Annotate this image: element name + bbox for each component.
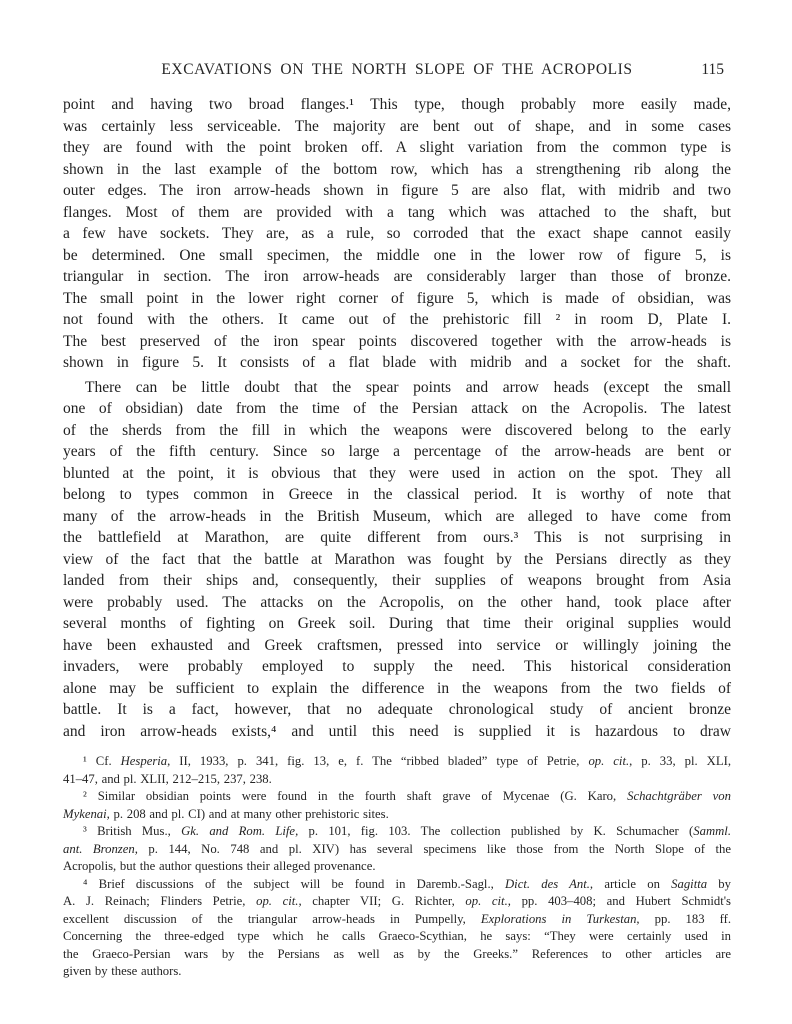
text-line: blunted at the point, it is obvious that they were used in action on the spot. They all [63,464,731,482]
text-segment: , II, 1933, p. 341, fig. 13, e, f. The “ribbed bladed” type of Petrie, [167,754,589,768]
text-segment: excellent discussion of the triangular arrow-heads in Pumpelly, [63,911,481,926]
italic-text: Hesperia [120,754,168,768]
running-header [63,61,731,83]
text-line: and iron arrow-heads exists,⁴ and until this need is supplied it is hazardous to draw [63,722,731,740]
italic-text: op. cit., [465,894,511,908]
text-line: not found with the others. It came out of the prehistoric fill ² in room D, Plate I. [63,311,731,328]
footnote-line [63,911,731,929]
page-content [63,94,731,981]
text-line: There can be little doubt that the spear points and arrow heads (except the small [85,378,731,396]
text-line: a few have sockets. They are, as a rule, so corroded that the exact shape cannot easily [63,225,731,242]
text-line: one of obsidian) date from the time of the Persian attack on the Acropolis. The latest [63,400,731,417]
italic-text: Dict. des Ant., [505,876,594,891]
text-line: battle. It is a fact, however, that no adequate chronological study of ancient bronze [63,701,731,718]
running-header-title: EXCAVATIONS ON THE NORTH SLOPE OF THE ACROPOLIS [161,61,633,78]
italic-text: ant. Bronzen, [63,841,138,856]
footnote-line [63,806,731,824]
text-line: shown in figure 5. It consists of a flat blade with midrib and a socket for the shaft. [63,354,731,371]
text-segment: pp. 403–408; and Hubert Schmidt's [510,894,731,908]
footnote [63,753,731,788]
italic-text: Explorations in Turkestan, [480,911,640,926]
text-line: have been exhausted and Greek craftsmen, pressed into service or willingly joining the [63,636,731,654]
text-segment: ⁴ Brief discussions of the subject will be found in Daremb.-Sagl., [83,876,506,891]
footnote [63,823,731,876]
text-segment: , p. 33, pl. XLI, [629,754,731,768]
text-segment: p. 208 and pl. CI) and at many other prehistoric sites. [109,806,389,821]
italic-text: Sagitta [671,876,708,891]
text-segment: p. 144, No. 748 and pl. XIV) has several specimens like those from the North Slope of the [137,841,731,856]
text-line: several months of fighting on Greek soil. During that time their original supplies would [63,615,731,632]
text-line: years of the fifth century. Since so large a percentage of the arrow-heads are bent or [63,443,731,460]
italic-text: Schachtgräber von [627,789,731,803]
footnote-line [63,876,731,894]
footnote-line [63,841,731,859]
footnote-line [63,963,731,981]
text-line: outer edges. The iron arrow-heads shown in figure 5 are also flat, with midrib and two [63,182,731,199]
text-segment: Acropolis, but the author questions their alleged provenance. [63,859,376,873]
footnote-line [63,893,731,911]
text-segment: article on [593,876,672,891]
footnote-line [63,946,731,964]
text-line: belong to types common in Greece in the classical period. It is worthy of note that [63,486,731,503]
text-line: invaders, were probably employed to supply the need. This historical consideration [63,658,731,675]
text-line: The best preserved of the iron spear points discovered together with the arrow-heads is [63,332,731,350]
footnote-line [63,788,731,806]
text-segment: ² Similar obsidian points were found in the fourth shaft grave of Mycenae (G. Karo, [83,789,628,803]
italic-text: op. cit. [588,754,630,768]
text-segment: by [707,876,731,891]
text-segment: ¹ Cf. [83,754,121,768]
text-segment: Concerning the three-edged type which he calls Graeco-Scythian, he says: “They were certainly used in [63,929,731,943]
text-line: be determined. One small specimen, the middle one in the lower row of figure 5, is [63,246,731,264]
footnote [63,788,731,823]
text-segment: p. 101, fig. 103. The collection published by K. Schumacher ( [298,824,694,838]
paragraph [63,94,731,374]
text-segment: chapter VII; G. Richter, [301,894,466,908]
text-line: point and having two broad flanges.¹ This type, though probably more easily made, [63,96,731,113]
text-segment: 41–47, and pl. XLII, 212–215, 237, 238. [63,771,272,786]
text-segment: given by these authors. [63,964,182,978]
text-line: The small point in the lower right corner of figure 5, which is made of obsidian, was [63,289,731,307]
text-line: they are found with the point broken off. A slight variation from the common type is [63,139,731,156]
text-line: of the sherds from the fill in which the weapons were discovered belong to the early [63,421,731,439]
text-line: triangular in section. The iron arrow-heads are considerably larger than those of bronze. [63,268,731,285]
text-segment: ³ British Mus., [83,824,182,838]
italic-text: Gk. and Rom. Life, [181,824,299,838]
body-text [63,94,731,742]
text-segment: pp. 183 ff. [639,911,731,926]
text-line: was certainly less serviceable. The majority are bent out of shape, and in some cases [63,117,731,135]
italic-text: Samml. [693,824,731,838]
text-line: landed from their ships and, consequently, their supplies of weapons brought from Asia [63,572,731,589]
footnote-line [63,823,731,841]
page-number: 115 [701,61,724,78]
italic-text: Mykenai, [63,806,110,821]
footnote-line [63,753,731,771]
footnotes [63,753,731,981]
footnote-line [63,771,731,789]
text-segment: the Graeco-Persian wars by the Persians as well as by the Greeks.” References to other articles are [63,946,731,961]
text-line: shown in the last example of the bottom row, which has a strengthening rib along the [63,160,731,178]
text-line: the battlefield at Marathon, are quite different from ours.³ This is not surprising in [63,529,731,546]
paragraph [63,377,731,743]
text-line: were probably used. The attacks on the Acropolis, on the other hand, took place after [63,593,731,611]
footnote [63,876,731,981]
text-line: many of the arrow-heads in the British Museum, which are alleged to have come from [63,507,731,525]
italic-text: op. cit., [256,894,302,908]
text-line: flanges. Most of them are provided with a tang which was attached to the shaft, but [63,203,731,221]
text-line: view of the fact that the battle at Marathon was fought by the Persians directly as they [63,550,731,568]
text-line: alone may be sufficient to explain the difference in the weapons from the two fields of [63,679,731,697]
footnote-line [63,928,731,946]
text-segment: A. J. Reinach; Flinders Petrie, [63,894,257,908]
footnote-line [63,858,731,876]
